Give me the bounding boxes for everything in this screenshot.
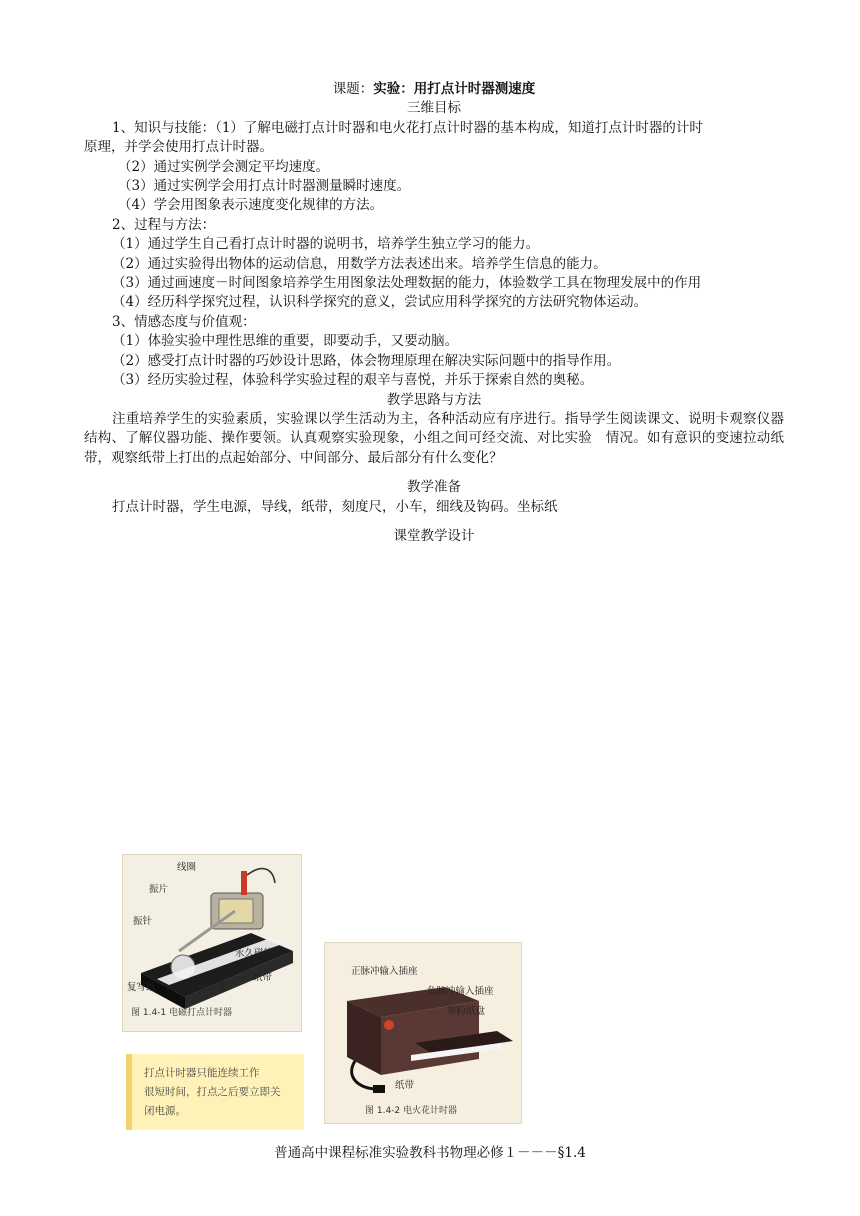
knowledge-item-1: 1、知识与技能：（1）了解电磁打点计时器和电火花打点计时器的基本构成，知道打点计时器的计时 bbox=[112, 119, 703, 136]
emotion-item-3: （3）经历实验过程，体验科学实验过程的艰辛与喜悦，并乐于探索自然的奥秘。 bbox=[112, 372, 594, 389]
document-body bbox=[84, 80, 784, 546]
note-line-1: 打点计时器只能连续工作 bbox=[144, 1067, 260, 1079]
spark-timer-figure bbox=[324, 942, 522, 1124]
emotion-heading: 3、情感态度与价值观： bbox=[112, 313, 256, 330]
electromagnetic-timer-figure bbox=[122, 854, 302, 1032]
note-line-2: 很短时间，打点之后要立即关 bbox=[144, 1086, 281, 1098]
process-heading: 2、过程与方法： bbox=[112, 216, 216, 233]
section-heading-objectives: 三维目标 bbox=[407, 100, 461, 117]
note-line-3: 闭电源。 bbox=[144, 1105, 186, 1117]
section-heading-preparation: 教学准备 bbox=[407, 479, 461, 496]
knowledge-item-1-continued: 原理，并学会使用打点计时器。 bbox=[84, 139, 273, 156]
section-heading-classroom-design: 课堂教学设计 bbox=[393, 527, 475, 544]
emotion-item-1: （1）体验实验中理性思维的重要，即要动手，又要动脑。 bbox=[112, 333, 459, 350]
label-vibrating-needle: 振针 bbox=[133, 916, 153, 927]
label-vibrating-plate: 振片 bbox=[149, 884, 169, 895]
label-paper-tape-2: 纸带 bbox=[395, 1080, 415, 1091]
section-heading-methods: 教学思路与方法 bbox=[386, 391, 482, 408]
process-item-2: （2）通过实验得出物体的运动信息，用数学方法表述出来。培养学生信息的能力。 bbox=[112, 255, 607, 272]
process-item-4: （4）经历科学探究过程，认识科学探究的意义，尝试应用科学探究的方法研究物体运动。 bbox=[112, 294, 648, 311]
label-ink-disc: 墨粉纸盘 bbox=[447, 1006, 486, 1017]
label-paper-tape-1: 纸带 bbox=[253, 972, 273, 983]
safety-note-text bbox=[144, 1064, 294, 1121]
label-positive-socket: 正脉冲输入插座 bbox=[351, 966, 418, 977]
lesson-title bbox=[84, 80, 784, 99]
process-item-3: （3）通过画速度－时间图象培养学生用图象法处理数据的能力，体验数学工具在物理发展中的作用 bbox=[112, 275, 702, 292]
label-negative-socket: 负脉冲输入插座 bbox=[427, 986, 494, 997]
page-footer: 普通高中课程标准实验教科书物理必修１－－－§1.4 bbox=[274, 1145, 586, 1161]
figure2-caption: 图 1.4-2 电火花计时器 bbox=[365, 1106, 458, 1116]
emotion-item-2: （2）感受打点计时器的巧妙设计思路，体会物理原理在解决实际问题中的指导作用。 bbox=[112, 352, 621, 369]
methods-paragraph: 注重培养学生的实验素质，实验课以学生活动为主，各种活动应有序进行。指导学生阅读课文、说明卡观察仪器结构、了解仪器功能、操作要领。认真观察实验现象，小组之间可经交流、对比实验 情况。如有意识的变速拉动纸带，观察纸带上打出的点起始部分、中间部分、最后部分有什么变化？ bbox=[84, 410, 784, 466]
knowledge-item-4: （4）学会用图象表示速度变化规律的方法。 bbox=[118, 197, 384, 214]
safety-note bbox=[126, 1054, 304, 1130]
lesson-title-main: 实验：用打点计时器测速度 bbox=[373, 81, 536, 97]
label-permanent-magnet: 永久磁铁 bbox=[235, 948, 274, 959]
figure-area bbox=[122, 850, 532, 1130]
preparation-paragraph: 打点计时器，学生电源，导线，纸带，刻度尺，小车，细线及钩码。坐标纸 bbox=[112, 498, 558, 515]
process-item-1: （1）通过学生自己看打点计时器的说明书，培养学生独立学习的能力。 bbox=[112, 236, 540, 253]
knowledge-item-2: （2）通过实例学会测定平均速度。 bbox=[118, 158, 330, 175]
figure1-caption: 图 1.4-1 电磁打点计时器 bbox=[131, 1008, 233, 1018]
label-coil: 线圈 bbox=[177, 862, 197, 873]
knowledge-item-3: （3）通过实例学会用打点计时器测量瞬时速度。 bbox=[118, 178, 411, 195]
label-carbon-paper: 复写纸 bbox=[127, 982, 156, 993]
label-limit-hole: 限位孔 bbox=[199, 982, 228, 993]
lesson-title-prefix: 课题： bbox=[332, 81, 374, 97]
